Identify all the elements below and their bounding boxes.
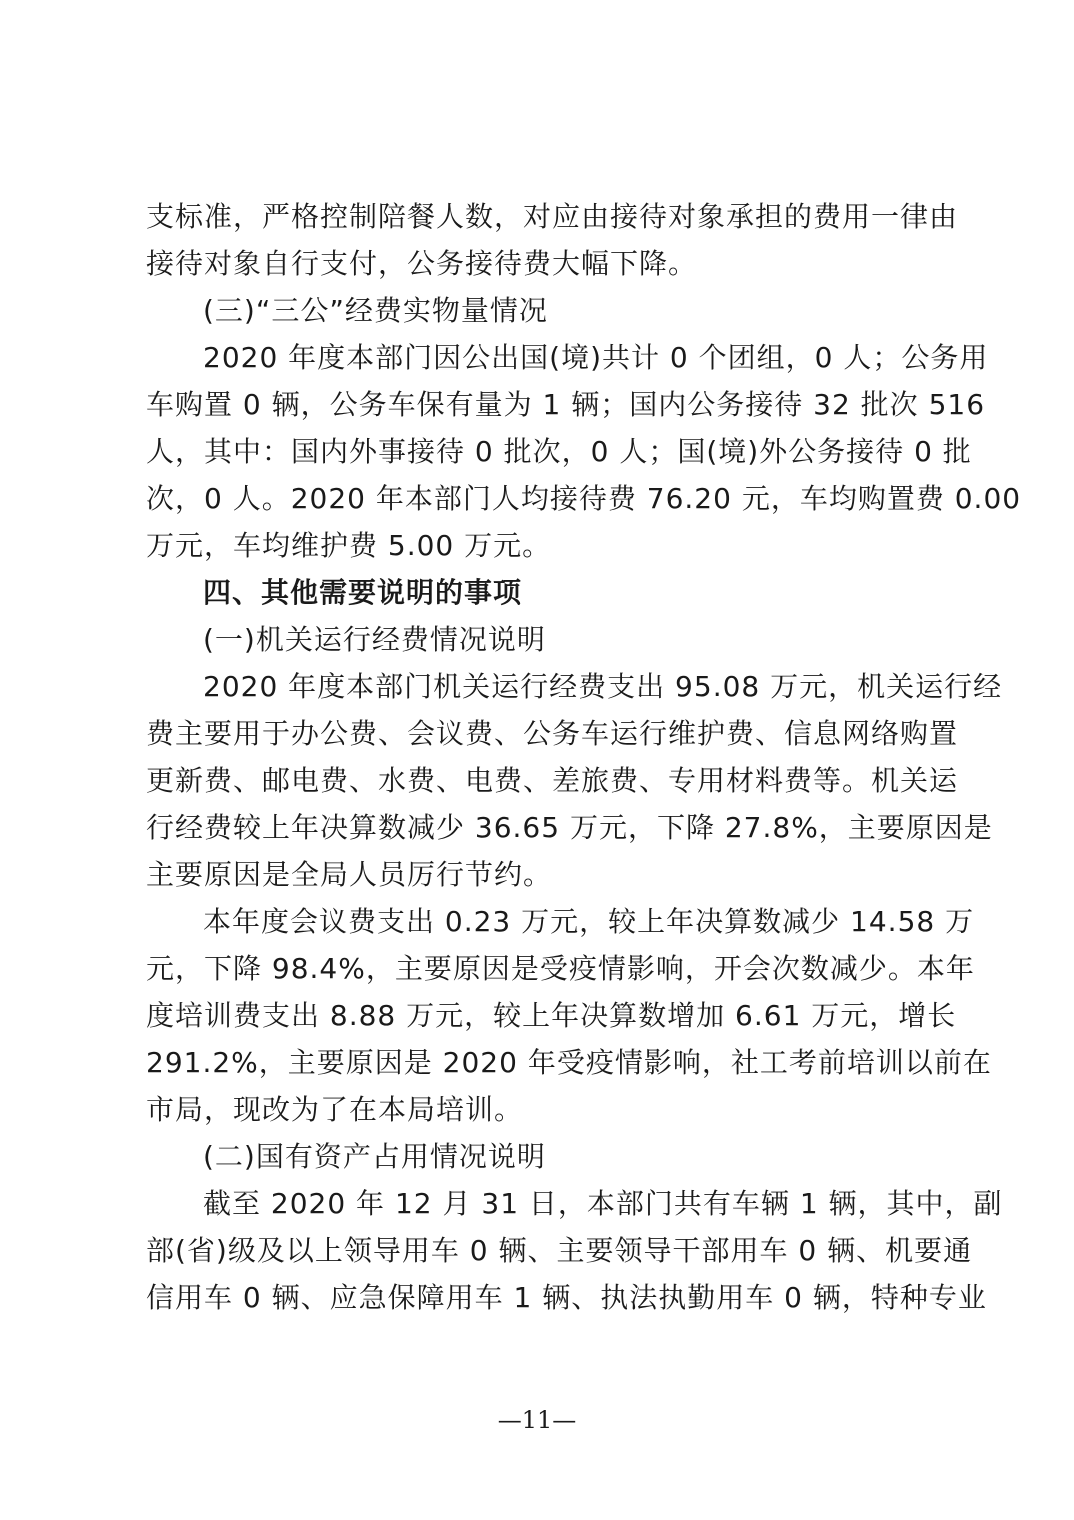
- page-number: —11—: [497, 1406, 577, 1434]
- paragraph-line: 支标准，严格控制陪餐人数，对应由接待对象承担的费用一律由: [146, 200, 959, 233]
- paragraph-line: 2020 年度本部门因公出国(境)共计 0 个团组，0 人；公务用: [203, 341, 989, 374]
- paragraph-line: 2020 年度本部门机关运行经费支出 95.08 万元，机关运行经: [203, 670, 1003, 703]
- paragraph-line: 度培训费支出 8.88 万元，较上年决算数增加 6.61 万元，增长: [146, 999, 957, 1032]
- paragraph-line: 人，其中：国内外事接待 0 批次，0 人；国(境)外公务接待 0 批: [146, 435, 972, 468]
- paragraph-line: 车购置 0 辆，公务车保有量为 1 辆；国内公务接待 32 批次 516: [146, 388, 986, 421]
- paragraph-line: 万元，车均维护费 5.00 万元。: [146, 529, 552, 562]
- document-body: [146, 193, 1022, 1321]
- subsection-heading: (一)机关运行经费情况说明: [203, 623, 546, 656]
- subsection-heading: (二)国有资产占用情况说明: [203, 1140, 546, 1173]
- paragraph-line: 市局，现改为了在本局培训。: [146, 1093, 524, 1126]
- subsection-heading: (三)“三公”经费实物量情况: [203, 294, 548, 327]
- paragraph-line: 次，0 人。2020 年本部门人均接待费 76.20 元，车均购置费 0.00: [146, 482, 1022, 515]
- paragraph-line: 主要原因是全局人员厉行节约。: [146, 858, 553, 891]
- paragraph-line: 接待对象自行支付，公务接待费大幅下降。: [146, 247, 698, 280]
- paragraph-line: 费主要用于办公费、会议费、公务车运行维护费、信息网络购置: [146, 717, 959, 750]
- paragraph-line: 本年度会议费支出 0.23 万元，较上年决算数减少 14.58 万: [203, 905, 975, 938]
- paragraph-line: 部(省)级及以上领导用车 0 辆、主要领导干部用车 0 辆、机要通: [146, 1234, 973, 1267]
- paragraph-line: 截至 2020 年 12 月 31 日，本部门共有车辆 1 辆，其中，副: [203, 1187, 1003, 1220]
- section-heading: 四、其他需要说明的事项: [203, 576, 523, 609]
- paragraph-line: 291.2%，主要原因是 2020 年受疫情影响，社工考前培训以前在: [146, 1046, 992, 1079]
- paragraph-line: 行经费较上年决算数减少 36.65 万元，下降 27.8%，主要原因是: [146, 811, 993, 844]
- paragraph-line: 信用车 0 辆、应急保障用车 1 辆、执法执勤用车 0 辆，特种专业: [146, 1281, 987, 1314]
- paragraph-line: 元，下降 98.4%，主要原因是受疫情影响，开会次数减少。本年: [146, 952, 975, 985]
- paragraph-line: 更新费、邮电费、水费、电费、差旅费、专用材料费等。机关运: [146, 764, 959, 797]
